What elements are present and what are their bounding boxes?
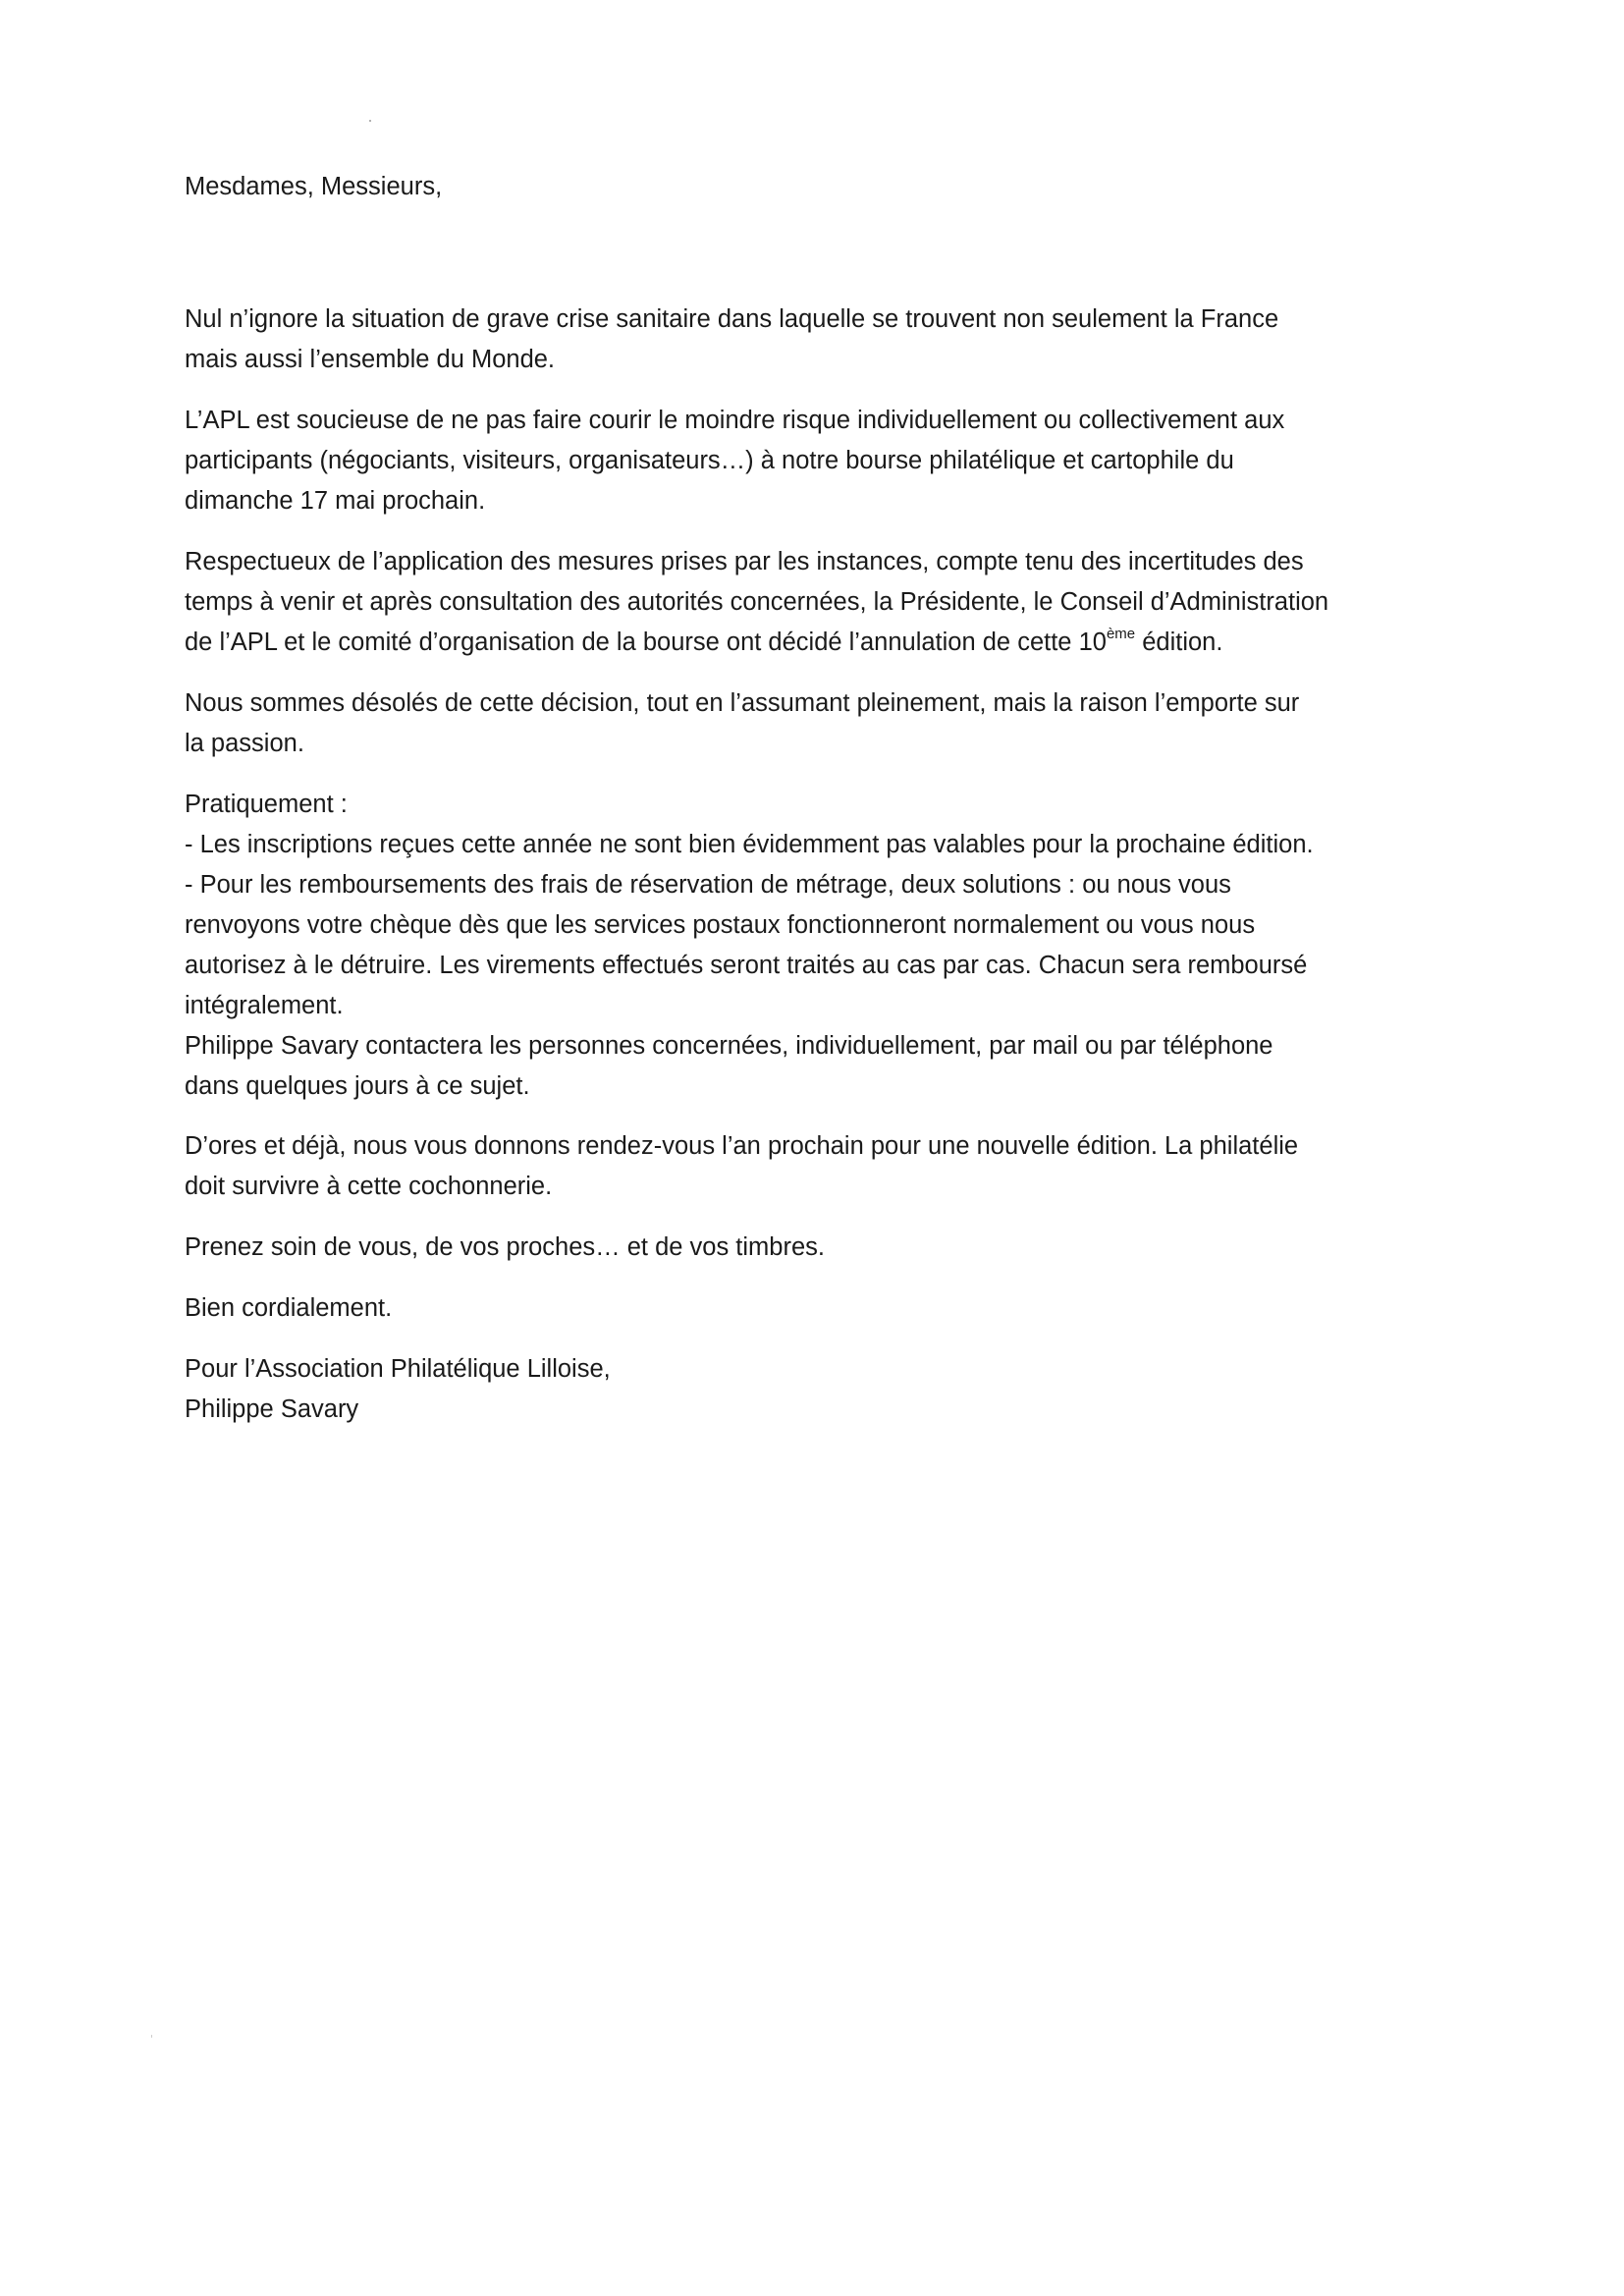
paragraph-practical — [185, 785, 1314, 1107]
paragraph-line: - Pour les remboursements des frais de réservation de métrage, deux solutions : ou nous vous — [185, 871, 1231, 899]
paragraph-line: renvoyons votre chèque dès que les services postaux fonctionneront normalement ou vous nous — [185, 911, 1256, 939]
paragraph-next-year — [185, 1126, 1298, 1207]
signature-organization: Pour l’Association Philatélique Lilloise, — [185, 1355, 611, 1383]
paragraph-take-care — [185, 1228, 825, 1268]
paragraph-line: autorisez à le détruire. Les virements effectués seront traités au cas par cas. Chacun sera remboursé — [185, 952, 1308, 979]
paragraph-line: - Les inscriptions reçues cette année ne sont bien évidemment pas valables pour la prochaine édition. — [185, 831, 1314, 858]
paragraph-line: Nous sommes désolés de cette décision, tout en l’assumant pleinement, mais la raison l’emporte sur — [185, 689, 1300, 717]
paragraph-line: doit survivre à cette cochonnerie. — [185, 1173, 553, 1200]
paragraph-line: temps à venir et après consultation des autorités concernées, la Présidente, le Conseil d’Administration — [185, 588, 1329, 616]
paragraph-risk — [185, 401, 1284, 521]
paragraph-line: participants (négociants, visiteurs, organisateurs…) à notre bourse philatélique et cartophile du — [185, 447, 1234, 474]
paragraph-line: dans quelques jours à ce sujet. — [185, 1072, 530, 1100]
edition-text-before: de l’APL et le comité d’organisation de la bourse ont décidé l’annulation de cette 10 — [185, 629, 1107, 656]
scan-speck — [369, 120, 371, 122]
paragraph-line: Pratiquement : — [185, 791, 348, 818]
paragraph-line: Bien cordialement. — [185, 1294, 393, 1322]
edition-text-after: édition. — [1135, 629, 1223, 656]
paragraph-line: Nul n’ignore la situation de grave crise sanitaire dans laquelle se trouvent non seulement la France — [185, 305, 1279, 333]
paragraph-line: Respectueux de l’application des mesures prises par les instances, compte tenu des incertitudes des — [185, 548, 1304, 575]
signature-block — [185, 1349, 611, 1430]
paragraph-crisis — [185, 300, 1278, 380]
edition-superscript: ème — [1106, 626, 1136, 642]
paragraph-line: D’ores et déjà, nous vous donnons rendez-vous l’an prochain pour une nouvelle édition. La philatélie — [185, 1132, 1299, 1160]
scan-speck — [151, 2035, 152, 2038]
closing-salutation — [185, 1288, 392, 1329]
paragraph-line: Philippe Savary contactera les personnes concernées, individuellement, par mail ou par téléphone — [185, 1032, 1273, 1060]
paragraph-line: L’APL est soucieuse de ne pas faire courir le moindre risque individuellement ou collectivement aux — [185, 407, 1285, 434]
paragraph-line-edition — [185, 623, 1328, 663]
paragraph-line: intégralement. — [185, 992, 344, 1019]
paragraph-line: Prenez soin de vous, de vos proches… et de vos timbres. — [185, 1233, 825, 1261]
paragraph-cancellation — [185, 542, 1328, 663]
letter-greeting: Mesdames, Messieurs, — [185, 173, 443, 200]
signature-name: Philippe Savary — [185, 1395, 359, 1423]
paragraph-line: mais aussi l’ensemble du Monde. — [185, 346, 556, 373]
paragraph-regret — [185, 683, 1299, 764]
paragraph-line: la passion. — [185, 730, 304, 757]
paragraph-line: dimanche 17 mai prochain. — [185, 487, 486, 515]
